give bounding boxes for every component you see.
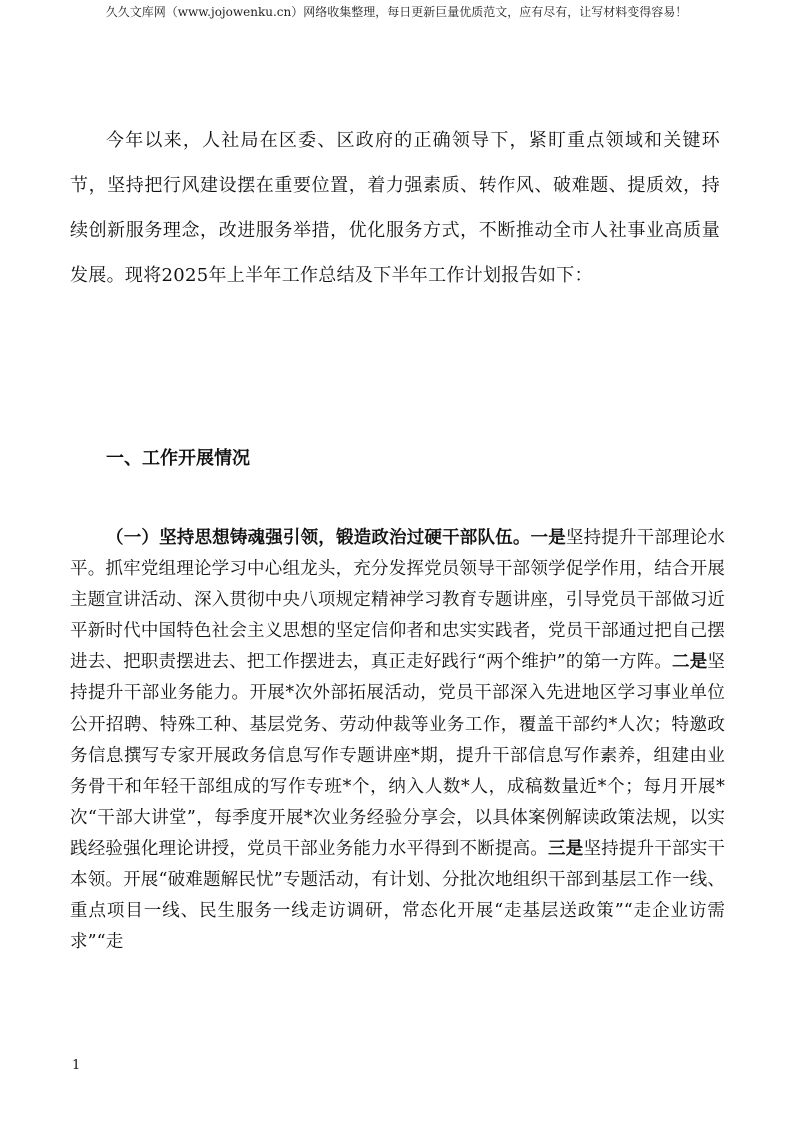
point-two-label: 二是	[672, 652, 708, 673]
point-one-text: 坚持提升干部理论水平。抓牢党组理论学习中心组龙头，充分发挥党员领导干部领学促学作用，结合开展主题宣讲活动、深入贯彻中央八项规定精神学习教育专题讲座，引导党员干部做习近平新时代中国特色社会主义思想的坚定信仰者和忠实实践者，党员干部通过把自己摆进去、把职责摆进去、把工作摆进去，真正走好践行“两个维护”的第一方阵。	[70, 528, 726, 673]
body-paragraph	[70, 523, 725, 958]
point-three-text: 坚持提升干部实干本领。开展“破难题解民忧”专题活动，有计划、分批次地组织干部到基层工作一线、重点项目一线、民生服务一线走访调研，常态化开展“走基层送政策”“走企业访需求”“走	[70, 838, 726, 953]
subsection-title: （一）坚持思想铸魂强引领，锻造政治过硬干部队伍。	[106, 528, 531, 548]
page-number: 1	[72, 1058, 81, 1073]
point-two-text: 坚持提升干部业务能力。开展*次外部拓展活动，党员干部深入先进地区学习事业单位公开招聘、特殊工种、基层党务、劳动仲裁等业务工作，覆盖干部约*人次；特邀政务信息撰写专家开展政务信息写作专题讲座*期，提升干部信息写作素养，组建由业务骨干和年轻干部组成的写作专班*个，纳入人数*人，成稿数量近*个；每月开展*次“干部大讲堂”，每季度开展*次业务经验分享会，以具体案例解读政策法规，以实践经验强化理论讲授，党员干部业务能力水平得到不断提高。	[70, 652, 726, 859]
source-banner: 久久文库网（www.jojowenku.cn）网络收集整理，每日更新巨量优质范文，应有尽有，让写材料变得容易！	[105, 5, 688, 19]
section-heading: 一、工作开展情况	[106, 448, 250, 469]
point-one-label: 一是	[530, 528, 566, 548]
intro-paragraph: 今年以来，人社局在区委、区政府的正确领导下，紧盯重点领域和关键环节，坚持把行风建设摆在重要位置，着力强素质、转作风、破难题、提质效，持续创新服务理念，改进服务举措，优化服务方式，不断推动全市人社事业高质量发展。现将2025年上半年工作总结及下半年工作计划报告如下：	[70, 130, 720, 286]
point-three-label: 三是	[548, 838, 584, 859]
